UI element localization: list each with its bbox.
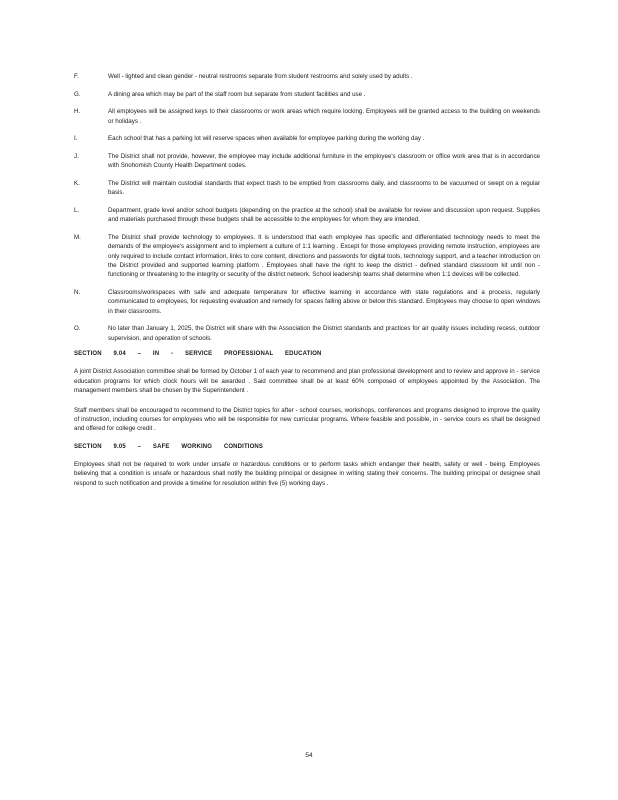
item-letter: K.: [74, 179, 80, 187]
item-letter: M.: [74, 233, 81, 241]
list-item: [74, 324, 540, 343]
list-item: [74, 134, 540, 143]
item-letter: L.: [74, 206, 80, 214]
item-text: The District will maintain custodial standards that expect trash to be emptied from classrooms daily, and classrooms to be vacuumed or swept on a regular basis.: [108, 179, 540, 197]
section-heading: SECTION 9.04 – IN - SERVICE PROFESSIONAL EDUCATION: [74, 351, 322, 358]
page-number: 54: [305, 752, 313, 759]
item-text: All employees will be assigned keys to their classrooms or work areas which require locking. Employees will be granted access to the building on weekends or holidays .: [108, 108, 540, 125]
list-item: [74, 107, 540, 126]
item-text: Department, grade level and/or school budgets (depending on the practice at the school) shall be available for review and discussion upon request. Supplies and materials purchased through these budgets shall be accessible to the employees for whom they are intended.: [108, 206, 540, 224]
list-item: [74, 90, 540, 99]
list-item: [74, 72, 540, 81]
list-item: [74, 206, 540, 225]
item-letter: N.: [74, 289, 81, 296]
paragraph: A joint District Association committee shall be formed by October 1 of each year to recommend and plan professional development and to review and approve in - service education programs for which clock hours will be awarded . Said committee shall be at least 60% composed of employees appointed by the Association. The management members shall be chosen by the Superintendent .: [74, 368, 540, 395]
item-text: Well - lighted and clean gender - neutral restrooms separate from student restrooms and solely used by adults .: [108, 73, 413, 80]
item-text: The District shall provide technology to employees. It is understood that each employee has specific and differentiated technology needs to meet the demands of the employee's assignment and to implement a culture of 1:1 learning . Except for those employees providing remote instruction, employees are only required to include contact information, links to core content, directions and passwords for digital tools, technology support, and a teacher introduction on the District provided and supported learning platform . Employees shall have the right to keep the district - defined standard classroom kit until non - functioning or threatening to the integrity or security of the district network. School leadership teams shall determine when 1:1 devices will be collected.: [108, 233, 540, 279]
list-item: [74, 179, 540, 198]
list-item: [74, 233, 540, 280]
page-content: [74, 72, 540, 498]
list-item: [74, 288, 540, 316]
item-letter: H.: [74, 108, 81, 116]
item-text: A dining area which may be part of the staff room but separate from student facilities and use .: [108, 90, 366, 98]
section-heading: SECTION 9.05 – SAFE WORKING CONDITIONS: [74, 443, 264, 450]
item-text: Classrooms/workspaces with safe and adequate temperature for effective learning in accordance with state regulations and a process, regularly communicated to employees, for requesting evaluation and remedy for spaces falling above or below this standard. Employees may choose to open windows in their classrooms.: [108, 289, 540, 315]
item-text: No later than January 1, 2025, the District will share with the Association the District standards and practices for air quality issues including recess, outdoor supervision, and operation of schools.: [108, 325, 540, 342]
list-item: [74, 152, 540, 171]
item-letter: O.: [74, 325, 81, 333]
item-text: The District shall not provide, however, the employee may include additional furniture in the employee's classroom or office work area that is in accordance with Snohomish County Health Department codes.: [108, 152, 540, 170]
item-letter: I.: [74, 135, 78, 143]
item-letter: F.: [74, 73, 79, 80]
item-letter: G.: [74, 90, 81, 98]
paragraph: Staff members shall be encouraged to recommend to the District topics for after - school courses, workshops, conferences and programs designed to improve the quality of instruction, including courses for employees who will be responsible for new curricular programs. Where feasible and possible, in - service cours es shall be designed and offered for college credit .: [74, 406, 540, 433]
item-text: Each school that has a parking lot will reserve spaces when available for employee parking during the working day .: [108, 135, 425, 143]
paragraph: Employees shall not be required to work under unsafe or hazardous conditions or to perform tasks which endanger their health, safety or well - being. Employees believing that a condition is unsafe or hazardous shall notify the building principal or designee in writing stating their concerns. The building principal or designee shall respond to such notification and provide a timeline for resolution within five (5) working days .: [74, 460, 540, 487]
item-letter: J.: [74, 152, 79, 160]
